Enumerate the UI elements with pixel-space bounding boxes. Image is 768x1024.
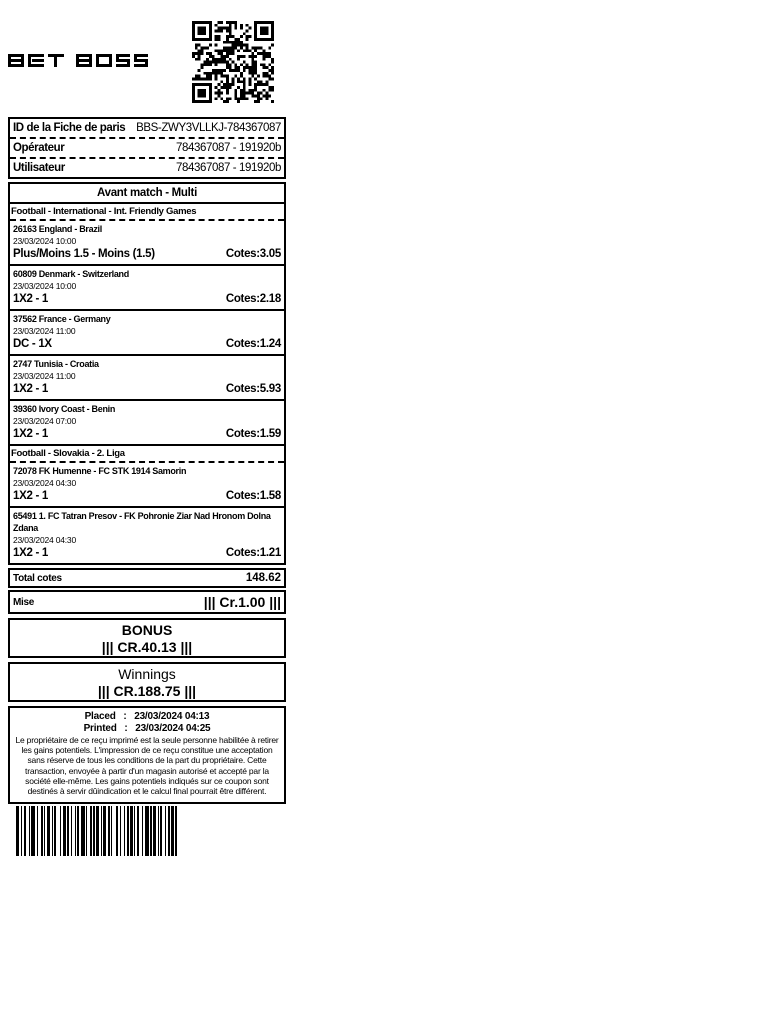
selection-item: [10, 309, 284, 354]
match-name: 72078 FK Humenne - FC STK 1914 Samorin: [13, 466, 187, 476]
stake-label: Mise: [13, 596, 35, 608]
disclaimer-text: Le propriétaire de ce reçu imprimé est la seule personne habilitée à retirer les gains potentiels. L'impression de ce reçu constitue une acceptation sans réserve de tous les conditions de la part du propriétaire. Cette transaction, envoyée à partir d'un magasin autorisé et accepté par la société elle-même. Les gains potentiels indiqués sur ce coupon sont destinés à servir dûindication et le calcul final pourrait être différent.: [15, 735, 279, 797]
winnings-value: ||| CR.188.75 |||: [97, 683, 197, 699]
odds: Cotes:1.24: [225, 338, 281, 350]
match-name: 26163 England - Brazil: [13, 224, 102, 234]
match-date: 23/03/2024 04:30: [13, 478, 76, 488]
league-header: Football - International - Int. Friendly Games: [10, 204, 284, 221]
match-date: 23/03/2024 07:00: [13, 416, 76, 426]
barcode: [16, 806, 278, 856]
total-odds-value: 148.62: [245, 572, 281, 584]
market: 1X2 - 1: [13, 383, 48, 395]
total-odds-row: [8, 568, 286, 588]
selections-box: [8, 182, 286, 565]
league-header: Football - Slovakia - 2. Liga: [10, 444, 284, 463]
match-date: 23/03/2024 10:00: [13, 281, 76, 291]
winnings-box: [8, 662, 286, 702]
bonus-box: [8, 618, 286, 658]
selection-bet: [13, 489, 281, 503]
odds: Cotes:5.93: [225, 383, 281, 395]
stake-value: ||| Cr.1.00 |||: [203, 594, 281, 610]
match-name: 2747 Tunisia - Croatia: [13, 359, 99, 369]
user-value: 784367087 - 191920b: [176, 162, 281, 174]
market: 1X2 - 1: [13, 428, 48, 440]
match-date: 23/03/2024 04:30: [13, 535, 76, 545]
market: DC - 1X: [13, 338, 52, 350]
odds: Cotes:3.05: [225, 248, 281, 260]
user-row: [10, 157, 284, 177]
selection-bet: [13, 546, 281, 560]
selection-bet: [13, 427, 281, 441]
ticket-id-label: ID de la Fiche de paris: [13, 122, 126, 134]
odds: Cotes:1.21: [225, 547, 281, 559]
match-date: 23/03/2024 10:00: [13, 236, 76, 246]
odds: Cotes:1.59: [225, 428, 281, 440]
market: Plus/Moins 1.5 - Moins (1.5): [13, 248, 155, 260]
odds: Cotes:2.18: [225, 293, 281, 305]
selection-bet: [13, 292, 281, 306]
ticket-header: [8, 117, 286, 179]
total-odds-label: Total cotes: [13, 572, 62, 584]
match-name: 37562 France - Germany: [13, 314, 111, 324]
operator-value: 784367087 - 191920b: [176, 142, 281, 154]
selection-item: [10, 354, 284, 399]
printed-time: Printed : 23/03/2024 04:25: [83, 723, 211, 734]
selection-item: [10, 264, 284, 309]
match-name: 65491 1. FC Tatran Presov - FK Pohronie Ziar Nad Hronom Dolna Zdana: [13, 511, 271, 533]
ticket-id-value: BBS-ZWY3VLLKJ-784367087: [136, 122, 281, 134]
selection-bet: [13, 337, 281, 351]
operator-label: Opérateur: [13, 142, 65, 154]
market: 1X2 - 1: [13, 490, 48, 502]
bet-boss-logo: [8, 50, 148, 70]
odds: Cotes:1.58: [225, 490, 281, 502]
selection-item: [10, 221, 284, 264]
market: 1X2 - 1: [13, 293, 48, 305]
bet-type-title: Avant match - Multi: [10, 184, 284, 204]
placed-time: Placed : 23/03/2024 04:13: [84, 711, 210, 722]
selection-bet: [13, 247, 281, 261]
selection-item: [10, 506, 284, 563]
selection-item: [10, 399, 284, 444]
bet-ticket: [8, 117, 286, 808]
match-date: 23/03/2024 11:00: [13, 371, 76, 381]
match-name: 60809 Denmark - Switzerland: [13, 269, 129, 279]
match-name: 39360 Ivory Coast - Benin: [13, 404, 116, 414]
match-date: 23/03/2024 11:00: [13, 326, 76, 336]
qr-code: [190, 21, 276, 103]
selection-item: [10, 463, 284, 506]
user-label: Utilisateur: [13, 162, 65, 174]
stake-row: [8, 590, 286, 614]
bonus-label: BONUS: [121, 622, 173, 638]
ticket-footer: [8, 706, 286, 804]
ticket-id-row: [10, 119, 284, 137]
market: 1X2 - 1: [13, 547, 48, 559]
bonus-value: ||| CR.40.13 |||: [101, 639, 193, 655]
selection-bet: [13, 382, 281, 396]
winnings-label: Winnings: [118, 666, 176, 682]
operator-row: [10, 137, 284, 157]
